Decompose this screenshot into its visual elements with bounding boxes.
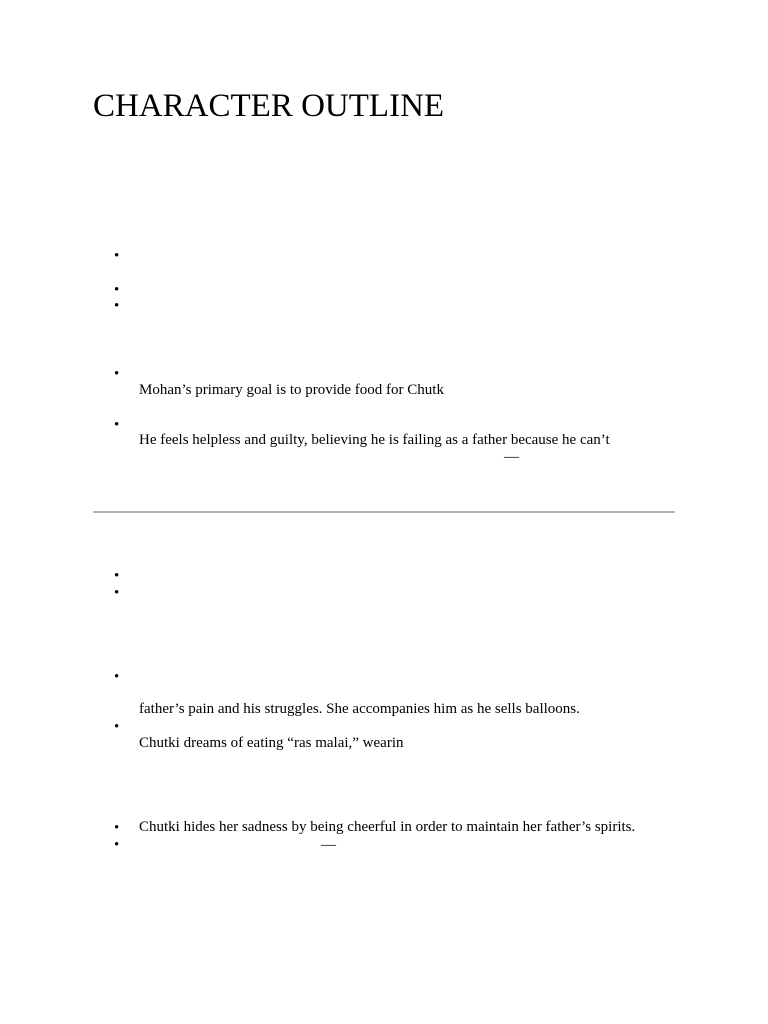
list-bullet: • xyxy=(114,719,120,735)
page-title: CHARACTER OUTLINE xyxy=(93,88,445,124)
list-bullet: • xyxy=(114,298,120,314)
list-bullet: • xyxy=(114,837,120,853)
em-dash: — xyxy=(321,837,336,853)
chutki-coping-text: Chutki hides her sadness by being cheerful in order to maintain her father’s spirits. xyxy=(139,819,636,835)
section-divider xyxy=(93,511,675,513)
mohan-conflict-text: He feels helpless and guilty, believing he is failing as a father because he can’t xyxy=(139,432,610,448)
list-bullet: • xyxy=(114,282,120,298)
mohan-goal-text: Mohan’s primary goal is to provide food for Chutk xyxy=(139,382,444,398)
list-bullet: • xyxy=(114,417,120,433)
list-bullet: • xyxy=(114,568,120,584)
chutki-understanding-text: father’s pain and his struggles. She accompanies him as he sells balloons. xyxy=(139,701,580,717)
list-bullet: • xyxy=(114,248,120,264)
list-bullet: • xyxy=(114,669,120,685)
list-bullet: • xyxy=(114,366,120,382)
chutki-dream-text: Chutki dreams of eating “ras malai,” wearin xyxy=(139,735,404,751)
list-bullet: • xyxy=(114,820,120,836)
em-dash: — xyxy=(504,449,519,465)
list-bullet: • xyxy=(114,585,120,601)
